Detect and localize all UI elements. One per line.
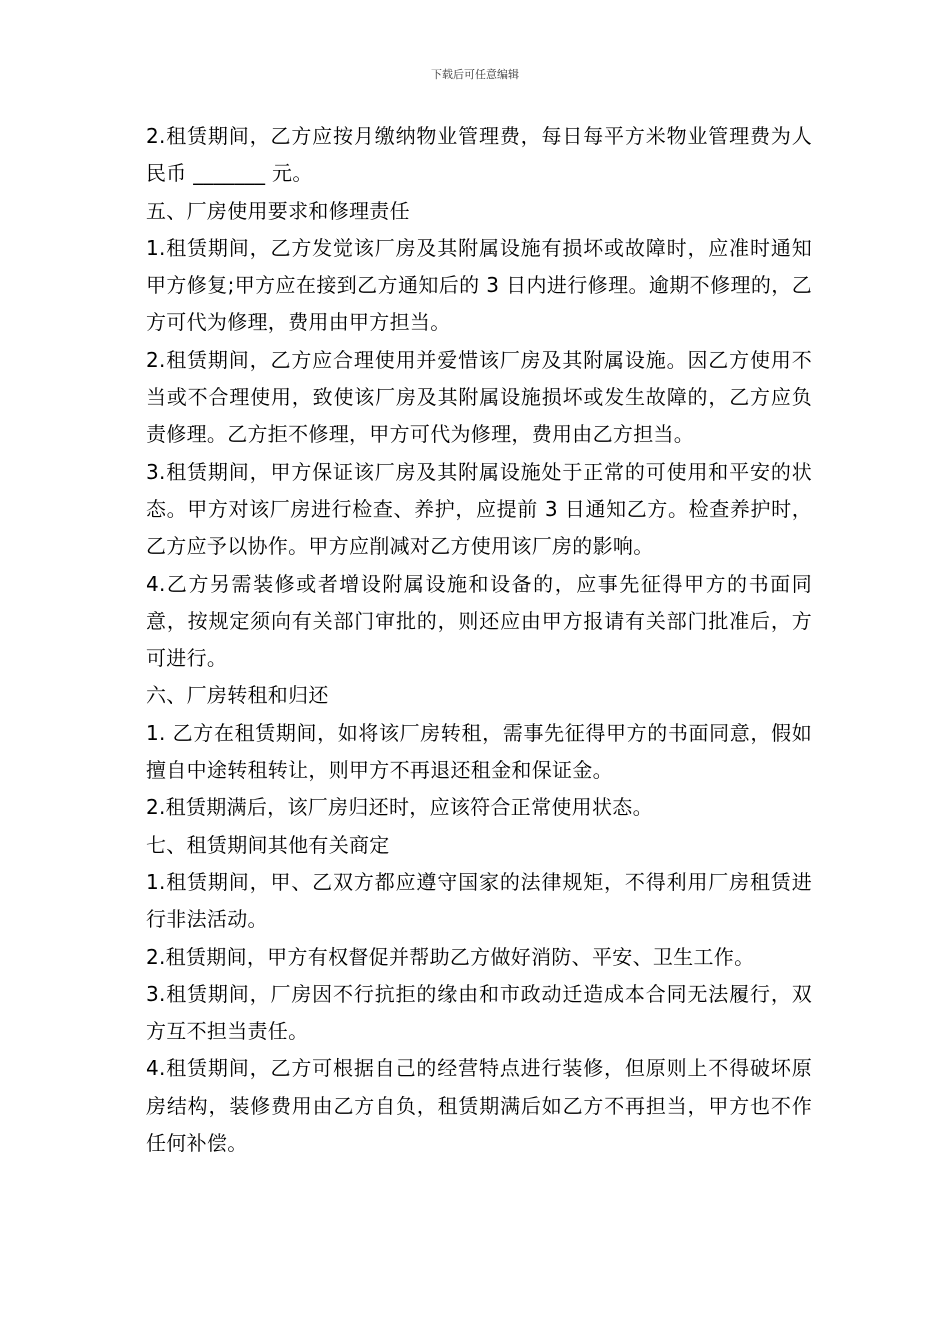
clause-paragraph: 2.租赁期间，甲方有权督促并帮助乙方做好消防、平安、卫生工作。: [146, 944, 755, 969]
page-header-note: 下载后可任意编辑: [431, 68, 519, 81]
clause-paragraph: 1. 乙方在租赁期间，如将该厂房转租，需事先征得甲方的书面同意，假如擅自中途转租转让，则甲方不再退还租金和保证金。: [146, 720, 812, 783]
clause-paragraph: 3.租赁期间，厂房因不行抗拒的缘由和市政动迁造成本合同无法履行，双方互不担当责任。: [146, 981, 812, 1044]
clause-paragraph: 1.租赁期间，乙方发觉该厂房及其附属设施有损坏或故障时，应准时通知甲方修复;甲方应在接到乙方通知后的 3 日内进行修理。逾期不修理的，乙方可代为修理，费用由甲方担当。: [146, 235, 812, 335]
clause-paragraph: 4.租赁期间，乙方可根据自己的经营特点进行装修，但原则上不得破坏原房结构，装修费用由乙方自负，租赁期满后如乙方不再担当，甲方也不作任何补偿。: [146, 1056, 812, 1156]
clause-paragraph: 2.租赁期间，乙方应按月缴纳物业管理费，每日每平方米物业管理费为人民币 _______ 元。: [146, 124, 812, 186]
clause-paragraph: 1.租赁期间，甲、乙双方都应遵守国家的法律规矩，不得利用厂房租赁进行非法活动。: [146, 869, 812, 932]
section-heading: 六、厂房转租和归还: [146, 683, 329, 708]
document-body: [146, 118, 812, 1162]
section-heading: 七、租赁期间其他有关商定: [146, 832, 390, 857]
clause-paragraph: 2.租赁期间，乙方应合理使用并爱惜该厂房及其附属设施。因乙方使用不当或不合理使用，致使该厂房及其附属设施损坏或发生故障的，乙方应负责修理。乙方拒不修理，甲方可代为修理，费用由乙方担当。: [146, 347, 812, 447]
clause-paragraph: 4.乙方另需装修或者增设附属设施和设备的，应事先征得甲方的书面同意，按规定须向有关部门审批的，则还应由甲方报请有关部门批准后，方可进行。: [146, 571, 812, 671]
clause-paragraph: 3.租赁期间，甲方保证该厂房及其附属设施处于正常的可使用和平安的状态。甲方对该厂房进行检查、养护，应提前 3 日通知乙方。检查养护时，乙方应予以协作。甲方应削减对乙方使用该厂房的影响。: [146, 459, 812, 559]
section-heading: 五、厂房使用要求和修理责任: [146, 198, 410, 223]
clause-paragraph: 2.租赁期满后，该厂房归还时，应该符合正常使用状态。: [146, 795, 653, 820]
